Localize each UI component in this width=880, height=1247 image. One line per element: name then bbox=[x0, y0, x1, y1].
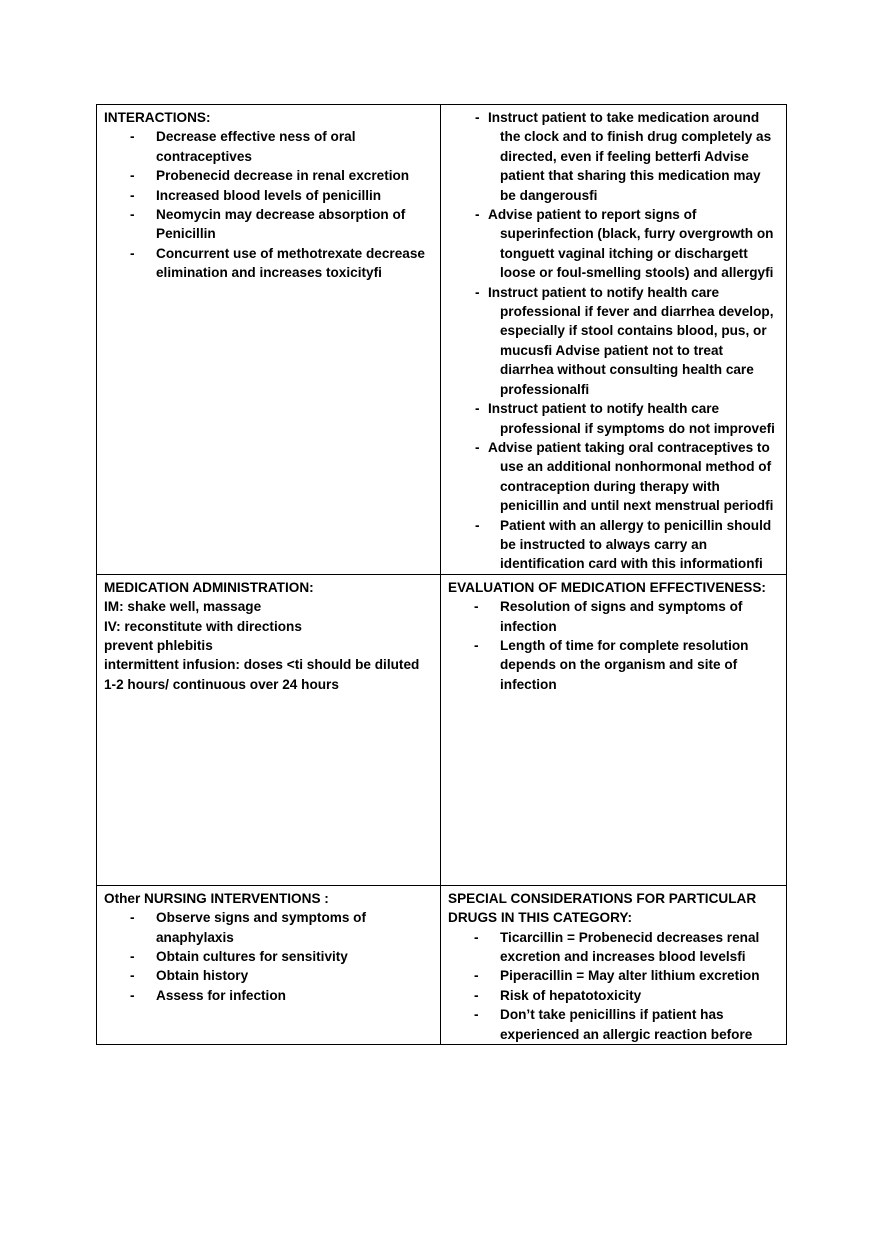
dash-marker: - bbox=[475, 284, 480, 300]
nursing-text: Assess for infection bbox=[156, 987, 286, 1003]
list-item bbox=[448, 1005, 780, 1044]
dash-marker: - bbox=[475, 207, 480, 223]
dash-marker: - bbox=[130, 187, 135, 203]
list-item bbox=[104, 986, 434, 1005]
dash-marker: - bbox=[474, 968, 479, 984]
list-item bbox=[448, 986, 780, 1005]
special-considerations-cell bbox=[441, 885, 787, 1044]
interactions-list bbox=[104, 127, 434, 282]
special-heading: SPECIAL CONSIDERATIONS FOR PARTICULAR DRUGS IN THIS CATEGORY: bbox=[448, 890, 757, 926]
list-item bbox=[104, 908, 434, 947]
dash-marker: - bbox=[130, 910, 135, 926]
dash-marker: - bbox=[130, 987, 135, 1003]
administration-line: IM: shake well, massage bbox=[104, 599, 262, 615]
patient-teaching-list bbox=[448, 108, 780, 574]
interactions-heading: INTERACTIONS: bbox=[104, 110, 211, 125]
list-item bbox=[448, 399, 780, 438]
teaching-text: Instruct patient to notify health care professional if fever and diarrhea develop, especially if stool contains blood, pus, or mucusfi Advise patient not to treat diarrhea without consulting health care professionalfi bbox=[488, 284, 774, 397]
administration-cell bbox=[97, 574, 441, 885]
nursing-text: Obtain history bbox=[156, 968, 249, 984]
list-item bbox=[448, 108, 780, 205]
dash-marker: - bbox=[130, 168, 135, 184]
special-text: Piperacillin = May alter lithium excretion bbox=[500, 968, 760, 984]
administration-line: IV: reconstitute with directions bbox=[104, 618, 302, 634]
drug-info-table bbox=[96, 104, 787, 1045]
nursing-text: Obtain cultures for sensitivity bbox=[156, 948, 348, 964]
teaching-text: Instruct patient to take medication around the clock and to finish drug completely as directed, even if feeling betterfi Advise patient that sharing this medication may be dangerousfi bbox=[488, 110, 772, 203]
list-item bbox=[104, 166, 434, 185]
interaction-text: Concurrent use of methotrexate decrease elimination and increases toxicityfi bbox=[156, 245, 425, 281]
nursing-text: Observe signs and symptoms of anaphylaxis bbox=[156, 910, 367, 945]
teaching-text: Instruct patient to notify health care professional if symptoms do not improvefi bbox=[488, 401, 775, 436]
list-item bbox=[104, 947, 434, 966]
list-item bbox=[448, 636, 780, 694]
list-item bbox=[448, 597, 780, 636]
dash-marker: - bbox=[130, 207, 135, 223]
special-list bbox=[448, 928, 780, 1044]
dash-marker: - bbox=[475, 517, 480, 533]
interaction-text: Neomycin may decrease absorption of Penicillin bbox=[156, 207, 406, 242]
teaching-text: Advise patient to report signs of superinfection (black, furry overgrowth on tonguett vaginal itching or dischargett loose or foul-smelling stools) and allergyfi bbox=[488, 207, 774, 281]
dash-marker: - bbox=[474, 987, 479, 1003]
administration-line: prevent phlebitis bbox=[104, 637, 213, 653]
teaching-text: Patient with an allergy to penicillin should be instructed to always carry an identification card with this informationfi bbox=[500, 517, 772, 572]
interaction-text: Probenecid decrease in renal excretion bbox=[156, 168, 410, 184]
administration-heading: MEDICATION ADMINISTRATION: bbox=[104, 579, 314, 595]
list-item bbox=[448, 966, 780, 985]
dash-marker: - bbox=[130, 245, 135, 261]
list-item bbox=[104, 127, 434, 166]
teaching-text: Advise patient taking oral contraceptives to use an additional nonhormonal method of contraception during therapy with penicillin and until next menstrual periodfi bbox=[488, 439, 774, 514]
nursing-list bbox=[104, 908, 434, 1005]
list-item bbox=[448, 283, 780, 399]
table-row bbox=[97, 105, 787, 575]
evaluation-list bbox=[448, 597, 780, 694]
dash-marker: - bbox=[475, 110, 480, 125]
evaluation-cell bbox=[441, 574, 787, 885]
administration-line: intermittent infusion: doses <ti should be diluted bbox=[104, 657, 420, 673]
table-row bbox=[97, 574, 787, 885]
dash-marker: - bbox=[474, 637, 479, 653]
nursing-interventions-cell bbox=[97, 885, 441, 1044]
list-item bbox=[104, 966, 434, 985]
interaction-text: Increased blood levels of penicillin bbox=[156, 187, 382, 203]
list-item bbox=[104, 244, 434, 283]
dash-marker: - bbox=[474, 599, 479, 615]
administration-line: 1-2 hours/ continuous over 24 hours bbox=[104, 676, 339, 692]
nursing-heading: Other NURSING INTERVENTIONS : bbox=[104, 890, 329, 906]
special-text: Don’t take penicillins if patient has experienced an allergic reaction before bbox=[500, 1007, 753, 1042]
dash-marker: - bbox=[474, 929, 479, 945]
special-text: Ticarcillin = Probenecid decreases renal excretion and increases blood levelsfi bbox=[500, 929, 760, 964]
dash-marker: - bbox=[474, 1007, 479, 1023]
dash-marker: - bbox=[475, 439, 480, 455]
list-item bbox=[448, 516, 780, 574]
list-item bbox=[104, 186, 434, 205]
special-text: Risk of hepatotoxicity bbox=[500, 987, 642, 1003]
evaluation-heading: EVALUATION OF MEDICATION EFFECTIVENESS: bbox=[448, 579, 766, 595]
interactions-cell bbox=[97, 105, 441, 575]
interaction-text: Decrease effective ness of oral contraceptives bbox=[156, 129, 356, 164]
list-item bbox=[448, 438, 780, 516]
evaluation-text: Resolution of signs and symptoms of infection bbox=[500, 599, 743, 634]
table-row bbox=[97, 885, 787, 1044]
list-item bbox=[104, 205, 434, 244]
patient-teaching-cell bbox=[441, 105, 787, 575]
evaluation-text: Length of time for complete resolution depends on the organism and site of infection bbox=[500, 637, 749, 692]
dash-marker: - bbox=[130, 948, 135, 964]
list-item bbox=[448, 205, 780, 283]
dash-marker: - bbox=[475, 401, 480, 417]
list-item bbox=[448, 928, 780, 967]
dash-marker: - bbox=[130, 968, 135, 984]
dash-marker: - bbox=[130, 129, 135, 145]
